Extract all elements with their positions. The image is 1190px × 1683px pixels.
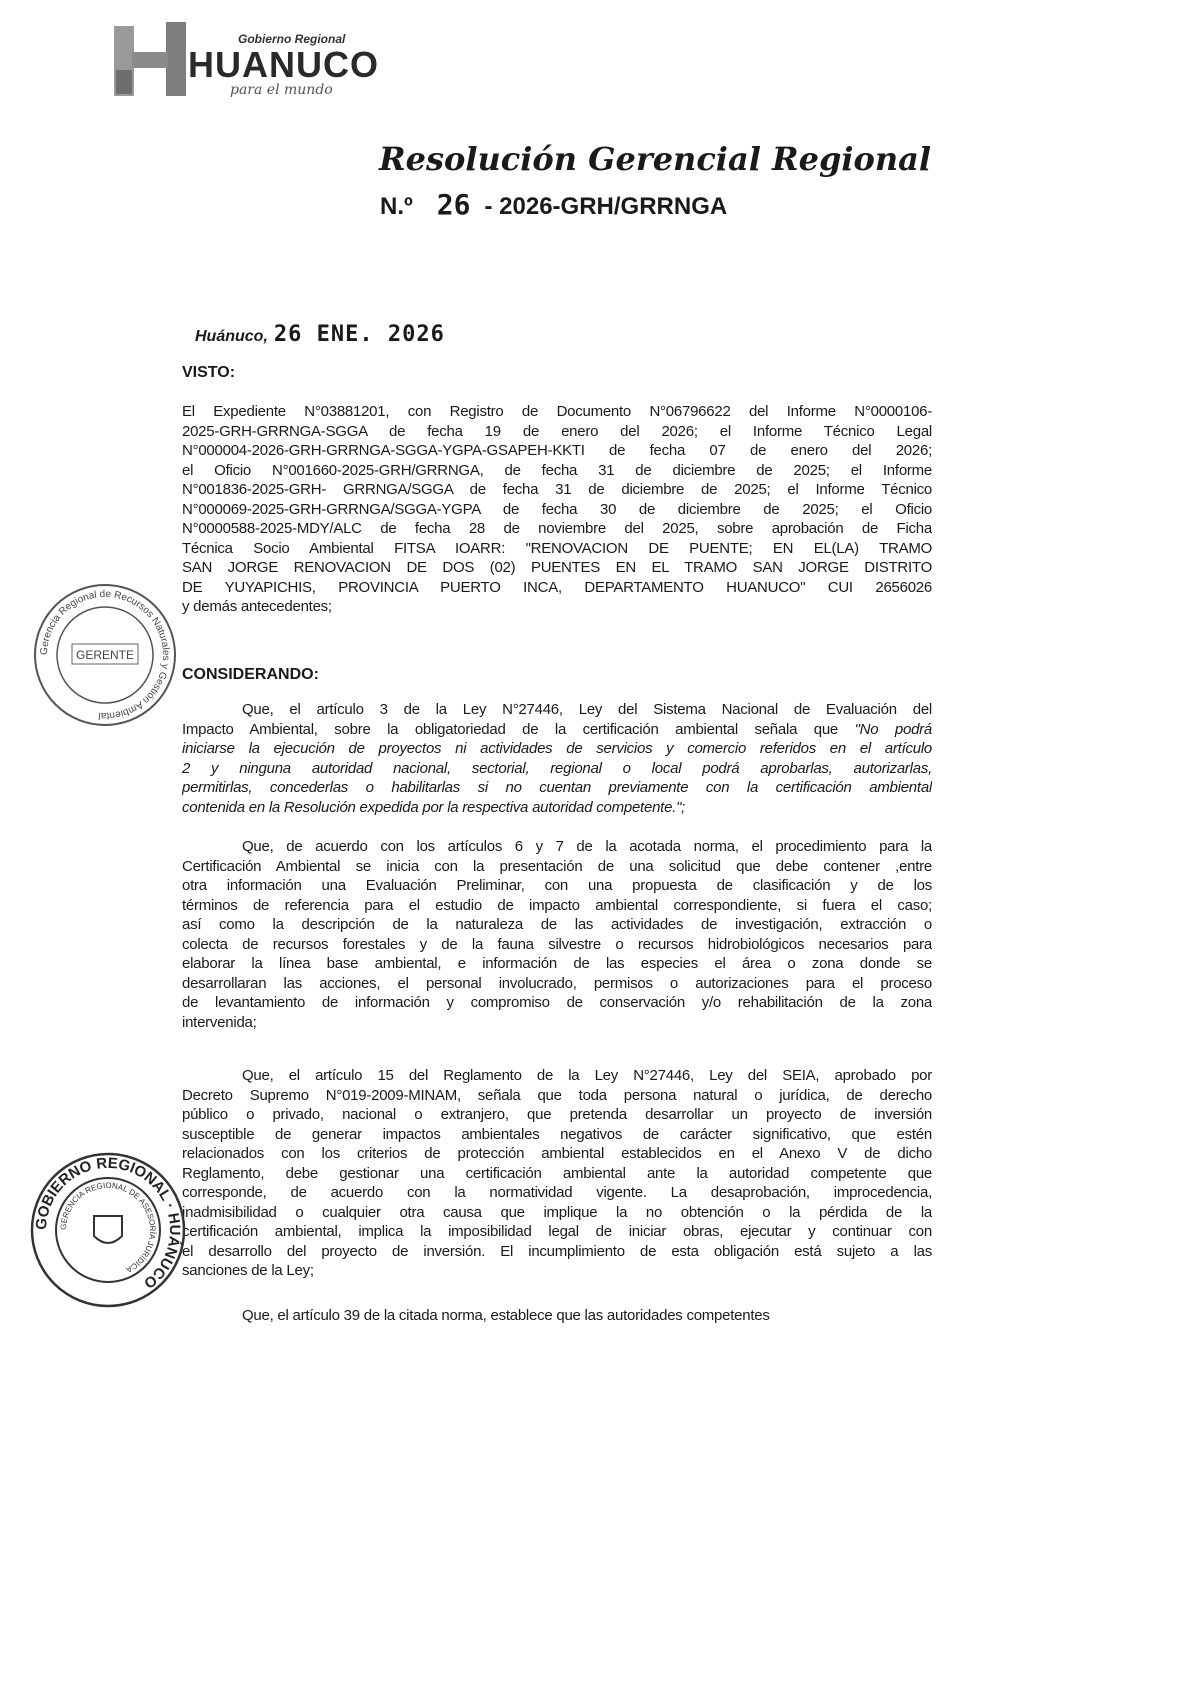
asesoria-seal-stamp — [28, 1150, 188, 1310]
text-segment: otra información una Evaluación Preliminar, con una propuesta de clasificación y de los — [182, 877, 932, 894]
text-line — [182, 798, 932, 818]
text-segment: Técnica Socio Ambiental FITSA IOARR: "RENOVACION DE PUENTE; EN EL(LA) TRAMO — [182, 539, 932, 557]
text-segment: Que, el artículo 3 de la Ley N°27446, Ley del Sistema Nacional de Evaluación del — [242, 701, 932, 718]
text-segment: desarrollaran las acciones, el personal involucrado, permisos o autorizaciones para el proceso — [182, 974, 932, 992]
considerando-paragraph — [182, 1066, 932, 1281]
text-line — [182, 422, 932, 442]
text-line — [182, 539, 932, 559]
number-prefix: N.º — [380, 193, 413, 220]
text-segment: intervenida; — [182, 1013, 257, 1031]
logo-gobierno-regional: Gobierno Regional — [238, 32, 346, 46]
logo-tagline: para el mundo — [230, 82, 333, 98]
text-line — [182, 1222, 932, 1242]
text-line — [182, 896, 932, 916]
gerencia-seal-stamp — [30, 580, 180, 730]
text-segment: colecta de recursos forestales y de la fauna silvestre o recursos hidrobiológicos necesarios para — [182, 935, 932, 953]
coat-of-arms-icon — [94, 1216, 122, 1243]
visto-paragraph — [182, 402, 932, 617]
asesoria-ring-text: GOBIERNO REGIONAL · HUÁNUCO — [32, 1154, 184, 1292]
text-line — [182, 759, 932, 779]
text-line — [182, 441, 932, 461]
considerando-paragraph — [182, 837, 932, 1032]
text-line — [182, 739, 932, 759]
italic-text-segment: 2 y ninguna autoridad nacional, sectorial, regional o local podrá aprobarlas, autorizarlas, — [182, 759, 932, 777]
text-line — [182, 578, 932, 598]
text-line — [182, 857, 932, 877]
text-line — [182, 558, 932, 578]
text-line — [182, 1105, 932, 1125]
text-segment: inadmisibilidad o cualquier otra causa que implique la no obtención o la pérdida de la — [182, 1203, 932, 1221]
italic-text-segment: "No podrá — [854, 720, 932, 738]
number-suffix: - 2026-GRH/GRRNGA — [484, 193, 728, 220]
text-segment: sanciones de la Ley; — [182, 1262, 314, 1279]
italic-text-segment: iniciarse la ejecución de proyectos ni actividades de servicios y comercio referidos en el artículo — [182, 740, 932, 757]
text-segment: N°001836-2025-GRH- GRRNGA/SGGA de fecha 31 de diciembre de 2025; el Informe Técnico — [182, 481, 932, 498]
text-segment: elaborar la línea base ambiental, e información de las especies el área o zona donde se — [182, 955, 932, 972]
italic-text-segment: permitirlas, concederlas o habilitarlas si no cuentan previamente con la certificación ambiental — [182, 779, 932, 796]
text-segment: el desarrollo del proyecto de inversión. El incumplimiento de esta obligación está sujeto a las — [182, 1242, 932, 1260]
document-date — [195, 322, 445, 347]
text-line — [182, 461, 932, 481]
text-segment: relacionados con los criterios de protección ambiental establecidos en el Anexo V de dicho — [182, 1145, 932, 1162]
considerando-paragraph — [182, 1306, 932, 1326]
asesoria-inner-text: GERENCIA REGIONAL DE ASESORÍA JURÍDICA — [58, 1180, 158, 1275]
text-line — [182, 1261, 932, 1281]
text-segment: 2025-GRH-GRRNGA-SGGA de fecha 19 de enero del 2026; el Informe Técnico Legal — [182, 422, 932, 440]
text-line — [182, 1144, 932, 1164]
text-segment: SAN JORGE RENOVACION DE DOS (02) PUENTES EN EL TRAMO SAN JORGE DISTRITO — [182, 559, 932, 576]
text-segment: N°000004-2026-GRH-GRRNGA-SGGA-YGPA-GSAPEH-KKTI de fecha 07 de enero del 2026; — [182, 442, 932, 459]
number-value: 26 — [436, 188, 471, 221]
text-segment: Que, de acuerdo con los artículos 6 y 7 de la acotada norma, el procedimiento para la — [242, 838, 932, 855]
text-segment: de levantamiento de información y compromiso de conservación y/o rehabilitación de la zona — [182, 994, 932, 1011]
text-line — [182, 500, 932, 520]
text-line — [182, 954, 932, 974]
text-segment: certificación ambiental, implica la imposibilidad legal de iniciar obras, ejecutar y continuar con — [182, 1223, 932, 1240]
text-segment: Certificación Ambiental se inicia con la presentación de una solicitud que debe contener ,entre — [182, 857, 932, 875]
resolution-number — [380, 188, 727, 221]
text-segment: susceptible de generar impactos ambientales negativos de carácter significativo, que estén — [182, 1125, 932, 1143]
considerando-heading: CONSIDERANDO: — [182, 666, 319, 683]
text-line — [182, 1164, 932, 1184]
text-line — [182, 1306, 932, 1326]
svg-text:GERENCIA REGIONAL DE ASESORÍA — [59, 1181, 157, 1275]
text-segment: Decreto Supremo N°019-2009-MINAM, señala que toda persona natural o jurídica, de derecho — [182, 1086, 932, 1104]
text-line — [182, 778, 932, 798]
text-segment: N°000069-2025-GRH-GRRNGA/SGGA-YGPA de fecha 30 de diciembre de 2025; el Oficio — [182, 500, 932, 518]
text-segment: El Expediente N°03881201, con Registro de Documento N°06796622 del Informe N°0000106- — [182, 403, 932, 420]
text-segment: Que, el artículo 39 de la citada norma, establece que las autoridades competentes — [242, 1307, 770, 1324]
text-segment: así como la descripción de la naturaleza de las actividades de investigación, extracción o — [182, 916, 932, 933]
date-stamp: 26 ENE. 2026 — [273, 322, 445, 347]
text-segment: Impacto Ambiental, sobre la obligatoriedad de la certificación ambiental señala que — [182, 720, 855, 738]
date-place: Huánuco, — [195, 328, 268, 345]
text-segment: N°0000588-2025-MDY/ALC de fecha 28 de noviembre del 2025, sobre aprobación de Ficha — [182, 520, 932, 537]
text-line — [182, 1066, 932, 1086]
text-line — [182, 519, 932, 539]
gerencia-ring-text: Gerencia Regional de Recursos Naturales y Gestión Ambiental — [38, 588, 172, 722]
text-segment: DE YUYAPICHIS, PROVINCIA PUERTO INCA, DEPARTAMENTO HUANUCO" CUI 2656026 — [182, 578, 932, 596]
text-line — [182, 1086, 932, 1106]
text-line — [182, 1183, 932, 1203]
text-line — [182, 402, 932, 422]
text-line — [182, 480, 932, 500]
text-segment: y demás antecedentes; — [182, 598, 332, 615]
text-line — [182, 1203, 932, 1223]
text-line — [182, 935, 932, 955]
document-title: Resolución Gerencial Regional — [379, 140, 931, 178]
text-line — [182, 837, 932, 857]
text-segment: público o privado, nacional o extranjero, que pretenda desarrollar un proyecto de inversión — [182, 1106, 932, 1123]
visto-heading: VISTO: — [182, 364, 236, 381]
text-line — [182, 597, 932, 617]
italic-text-segment: contenida en la Resolución expedida por la respectiva autoridad competente."; — [182, 798, 686, 816]
text-segment: Reglamento, debe gestionar una certificación ambiental ante la autoridad competente que — [182, 1164, 932, 1182]
logo-huanuco: HUANUCO — [188, 44, 379, 85]
text-line — [182, 876, 932, 896]
text-segment: términos de referencia para el estudio de impacto ambiental correspondiente, si fuera el caso; — [182, 896, 932, 914]
logo-h-icon — [112, 18, 190, 98]
text-segment: el Oficio N°001660-2025-GRH/GRRNGA, de fecha 31 de diciembre de 2025; el Informe — [182, 461, 932, 479]
text-line — [182, 1242, 932, 1262]
gerencia-center-text: GERENTE — [75, 648, 135, 662]
text-line — [182, 1125, 932, 1145]
text-line — [182, 700, 932, 720]
considerando-paragraph — [182, 700, 932, 817]
text-line — [182, 974, 932, 994]
text-line — [182, 993, 932, 1013]
text-line — [182, 720, 932, 740]
text-segment: corresponde, de acuerdo con la normatividad vigente. La desaprobación, improcedencia, — [182, 1184, 932, 1201]
text-segment: Que, el artículo 15 del Reglamento de la Ley N°27446, Ley del SEIA, aprobado por — [242, 1067, 932, 1084]
text-line — [182, 1013, 932, 1033]
text-line — [182, 915, 932, 935]
